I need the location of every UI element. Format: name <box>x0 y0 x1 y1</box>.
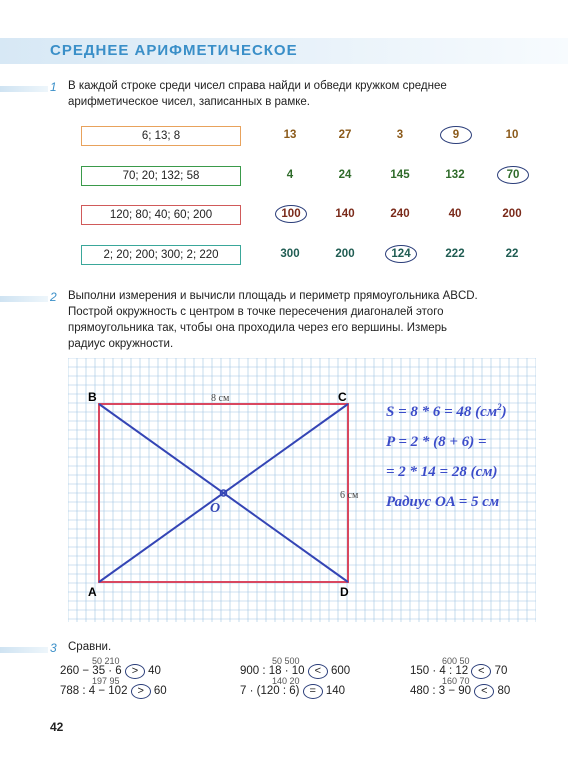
candidate-number[interactable]: 3 <box>396 129 404 141</box>
intermediate-results: 50 210 <box>92 656 120 666</box>
candidate-number[interactable]: 24 <box>338 169 352 181</box>
compare-expression <box>240 684 345 699</box>
geometry-drawing <box>68 358 536 622</box>
candidate-number[interactable]: 200 <box>335 248 355 260</box>
task-number: 3 <box>50 641 57 655</box>
solution-radius: Радиус OA = 5 см <box>386 494 500 510</box>
candidate-number[interactable]: 200 <box>502 208 522 220</box>
number-frame: 70; 20; 132; 58 <box>81 166 241 186</box>
candidate-number[interactable]: 300 <box>280 248 300 260</box>
width-label: 8 см <box>211 393 230 404</box>
candidate-number[interactable]: 140 <box>335 208 355 220</box>
expression-text: 788 : 4 − 102 <box>60 685 128 697</box>
expression-text: 900 : 18 · 10 <box>240 665 305 677</box>
solution-perimeter-1: P = 2 * (8 + 6) = <box>386 434 487 450</box>
task-text-line: радиус окружности. <box>68 338 174 350</box>
height-label: 6 см <box>340 490 359 501</box>
circled-answer[interactable]: 9 <box>440 126 472 144</box>
comparison-sign[interactable]: < <box>474 684 494 699</box>
candidate-number[interactable]: 222 <box>445 248 465 260</box>
expression-text: 7 · (120 : 6) <box>240 685 300 697</box>
number-frame: 120; 80; 40; 60; 200 <box>81 205 241 225</box>
intermediate-results: 160 70 <box>442 676 470 686</box>
task-text-line: Выполни измерения и вычисли площадь и периметр прямоугольника ABCD. <box>68 290 478 302</box>
candidate-number[interactable]: 22 <box>505 248 519 260</box>
intermediate-results: 50 500 <box>272 656 300 666</box>
comparison-sign[interactable]: = <box>303 684 323 699</box>
circled-answer[interactable]: 100 <box>275 205 307 223</box>
comparison-sign[interactable]: < <box>308 664 328 679</box>
comparison-sign[interactable]: > <box>131 684 151 699</box>
task-text-line: прямоугольника так, чтобы она проходила через его вершины. Измерь <box>68 322 448 334</box>
candidate-number[interactable]: 4 <box>286 169 294 181</box>
rhs-value: 40 <box>148 665 161 677</box>
intermediate-results: 600 50 <box>442 656 470 666</box>
task-text-line: арифметическое чисел, записанных в рамке. <box>68 96 310 108</box>
number-frame: 2; 20; 200; 300; 2; 220 <box>81 245 241 265</box>
rhs-value: 140 <box>325 685 346 697</box>
vertex-label-b: B <box>88 390 97 404</box>
comparison-sign[interactable]: < <box>471 664 491 679</box>
vertex-label-a: A <box>88 585 97 599</box>
circled-answer[interactable]: 70 <box>497 166 529 184</box>
rhs-value: 60 <box>153 685 167 697</box>
task-number: 1 <box>50 80 57 94</box>
task-stripe <box>0 647 48 653</box>
candidate-number[interactable]: 240 <box>390 208 410 220</box>
expression-text: 260 − 35 · 6 <box>60 665 122 677</box>
page-title: СРЕДНЕЕ АРИФМЕТИЧЕСКОЕ <box>50 42 298 59</box>
rhs-value: 80 <box>497 685 511 697</box>
task-text-line: В каждой строке среди чисел справа найди и обведи кружком среднее <box>68 80 447 92</box>
comparison-sign[interactable]: > <box>125 664 145 679</box>
expression-text: 150 · 4 : 12 <box>410 665 469 677</box>
vertex-label-c: C <box>338 390 347 404</box>
candidate-number[interactable]: 27 <box>338 129 352 141</box>
solution-perimeter-2: = 2 * 14 = 28 (см) <box>386 464 498 480</box>
compare-expression <box>60 684 167 699</box>
candidate-number[interactable]: 13 <box>283 129 297 141</box>
expression-text: 480 : 3 − 90 <box>410 685 472 697</box>
rhs-value: 600 <box>330 665 351 677</box>
candidate-number[interactable]: 145 <box>390 169 410 181</box>
page-number: 42 <box>50 720 64 734</box>
number-frame: 6; 13; 8 <box>81 126 241 146</box>
center-label-o: O <box>210 501 221 516</box>
vertex-label-d: D <box>340 585 349 599</box>
candidate-number[interactable]: 132 <box>445 169 465 181</box>
candidate-number[interactable]: 10 <box>505 129 519 141</box>
task-number: 2 <box>50 290 57 304</box>
task-text-line: Построй окружность с центром в точке пересечения диагоналей этого <box>68 306 444 318</box>
solution-area: S = 8 * 6 = 48 $(см^2)$ <box>386 402 507 420</box>
solution-text <box>386 402 507 510</box>
rhs-value: 70 <box>494 665 508 677</box>
task-stripe <box>0 86 48 92</box>
intermediate-results: 140 20 <box>272 676 300 686</box>
task-stripe <box>0 296 48 302</box>
intermediate-results: 197 95 <box>92 676 120 686</box>
task-label: Сравни. <box>68 641 112 653</box>
compare-expression <box>410 684 510 699</box>
circled-answer[interactable]: 124 <box>385 245 417 263</box>
candidate-number[interactable]: 40 <box>448 208 462 220</box>
